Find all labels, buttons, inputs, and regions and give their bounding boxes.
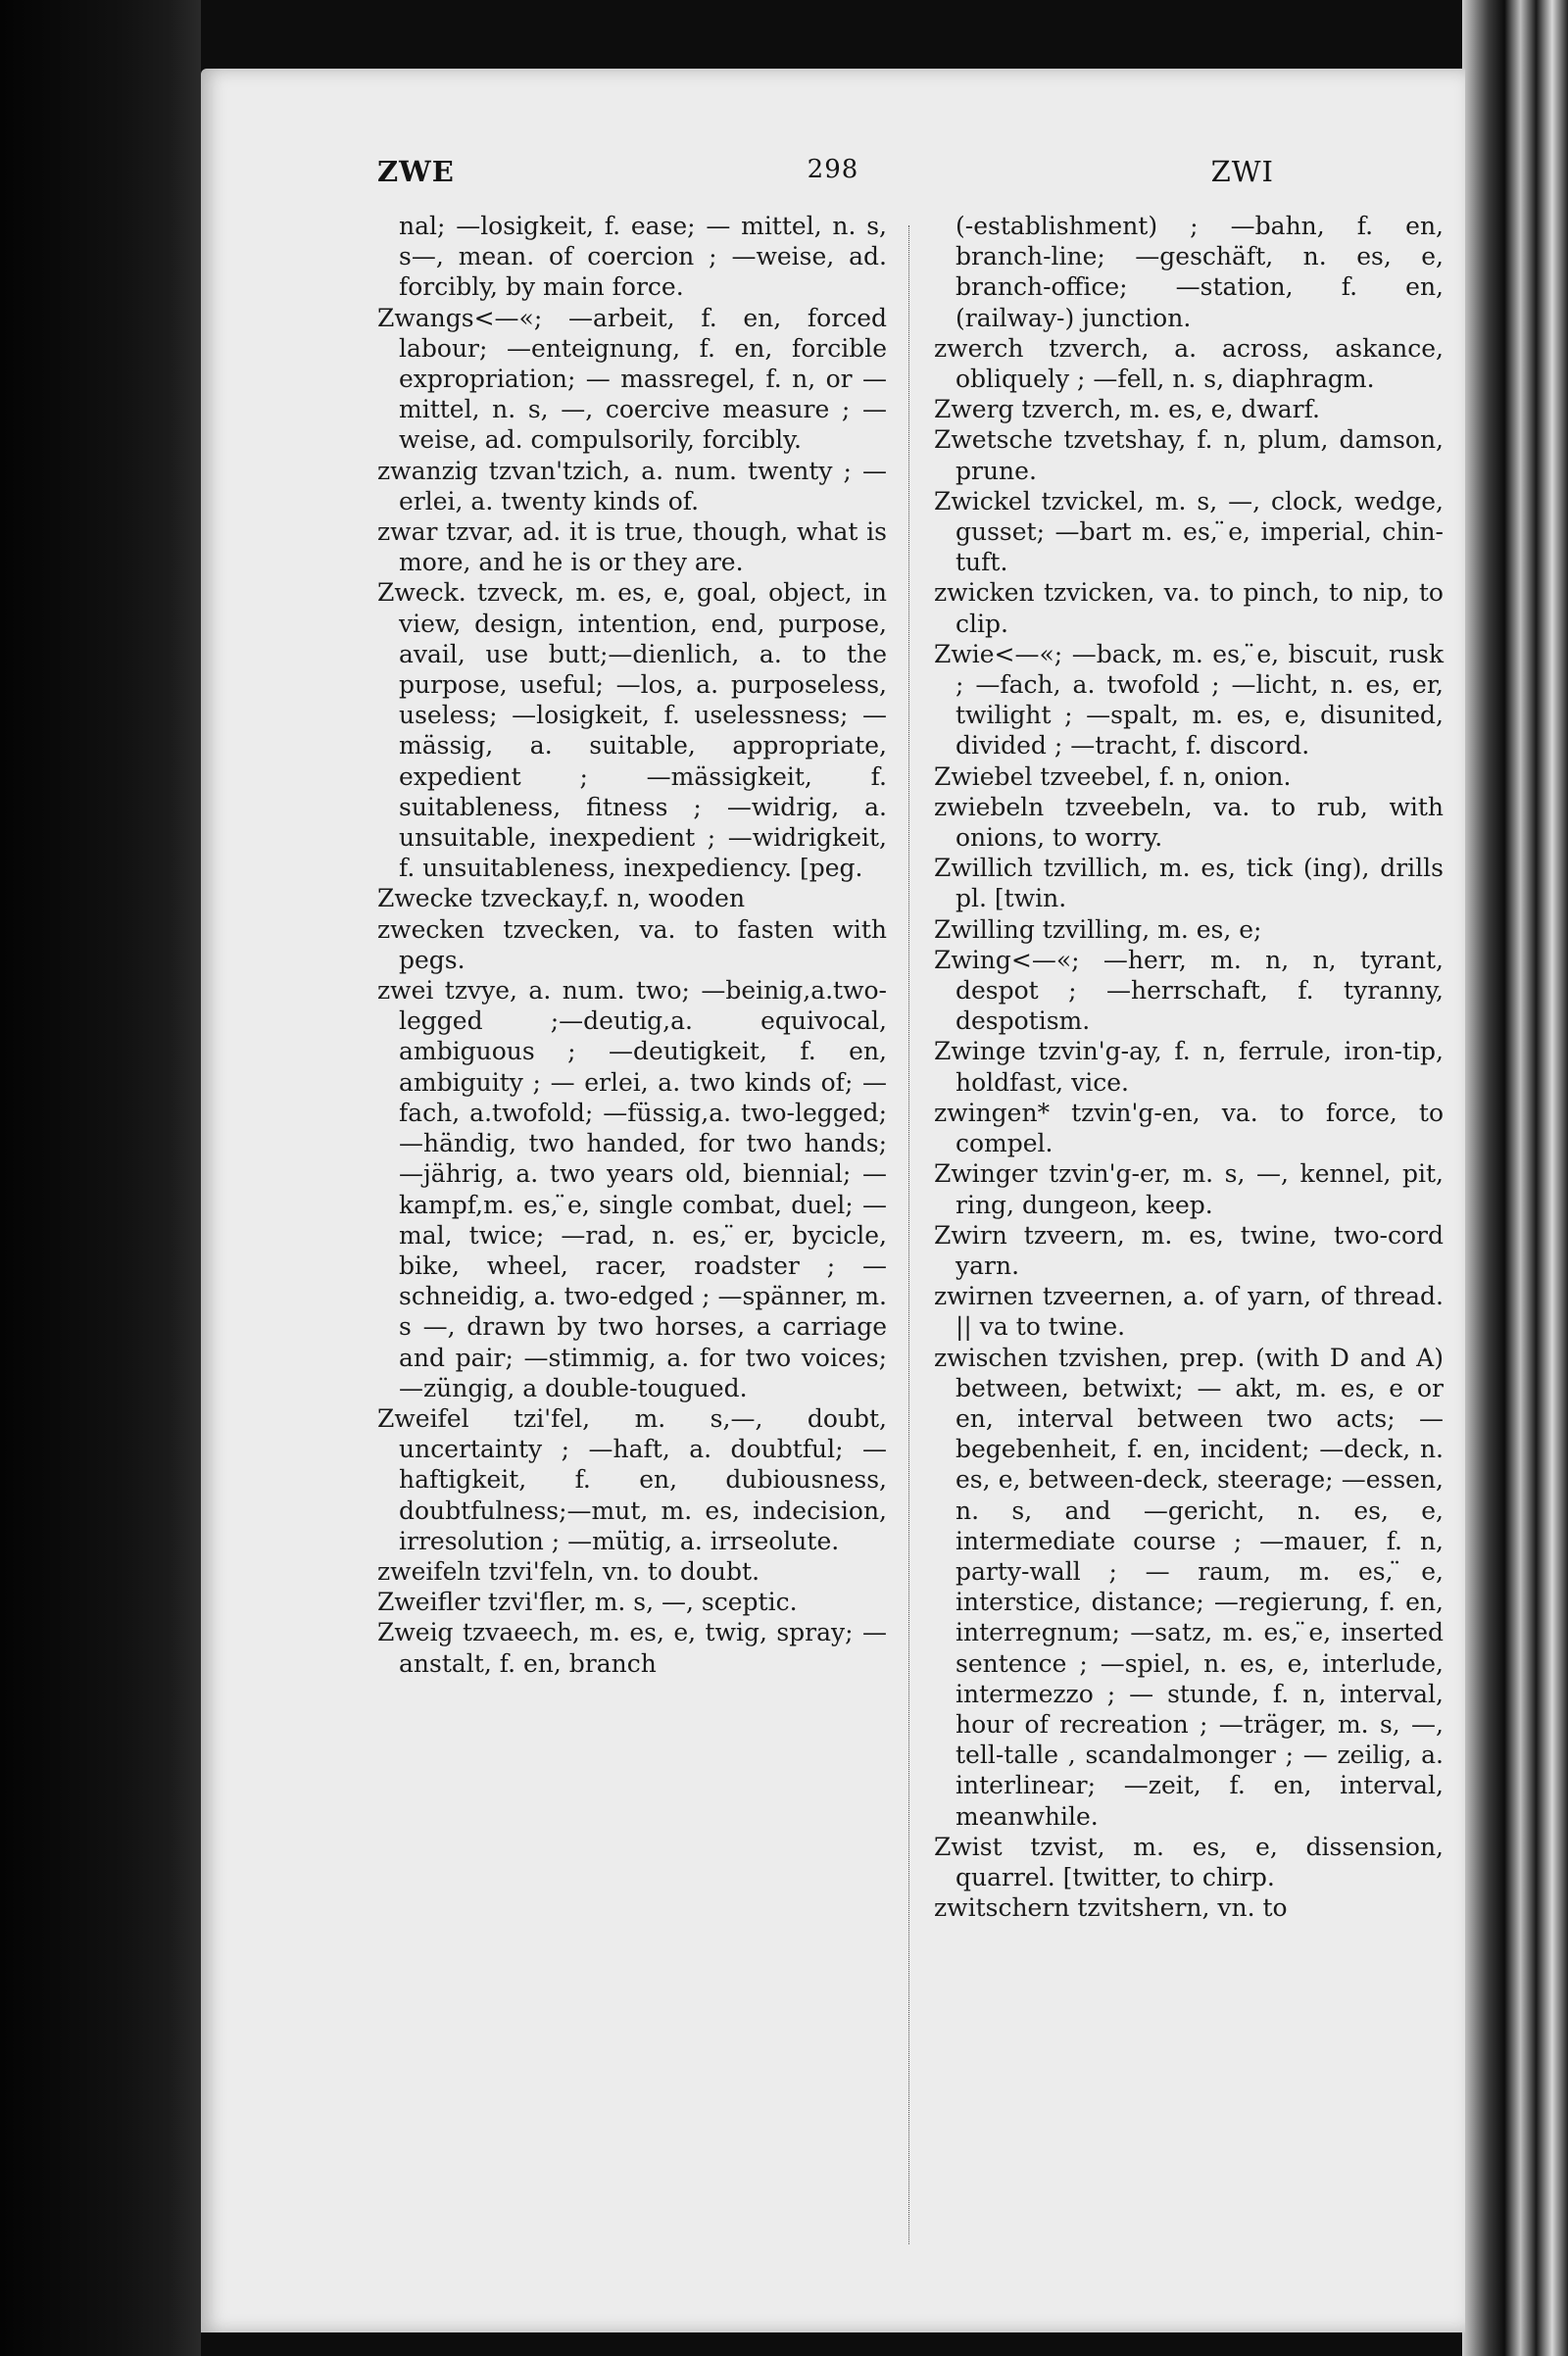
dictionary-entry: zwirnen tzveernen, a. of yarn, of thread. || va to twine.	[934, 1282, 1444, 1342]
dictionary-entry: Zweifler tzvi'fler, m. s, —, sceptic.	[377, 1588, 798, 1617]
dictionary-entry: Zwickel tzvickel, m. s, —, clock, wedge, gusset; —bart m. es, ̈e, imperial, chin-tuft.	[934, 486, 1444, 577]
dictionary-entry: zwecken tzvecken, va. to fasten with pegs.	[377, 914, 887, 974]
dictionary-entry: Zwerg tzverch, m. es, e, dwarf.	[934, 395, 1320, 424]
dictionary-entry: zweifeln tzvi'feln, vn. to doubt.	[377, 1556, 760, 1586]
right-column	[934, 211, 1444, 1923]
dictionary-entry: Zwinge tzvin'g-ay, f. n, ferrule, iron-tip, holdfast, vice.	[934, 1037, 1444, 1097]
dictionary-entry: Zwist tzvist, m. es, e, dissension, quarrel. [twitter, to chirp.	[934, 1832, 1444, 1891]
dictionary-entry: Zwirn tzveern, m. es, twine, two-cord yarn.	[934, 1220, 1444, 1280]
left-column	[377, 211, 887, 1679]
dictionary-page	[201, 69, 1465, 2332]
dictionary-entry: Zwillich tzvillich, m. es, tick (ing), drills pl. [twin.	[934, 854, 1444, 913]
dictionary-entry: Zwetsche tzvetshay, f. n, plum, damson, prune.	[934, 425, 1444, 485]
dictionary-entry: Zwilling tzvilling, m. es, e;	[934, 914, 1262, 944]
scan-border-right	[1462, 0, 1568, 2356]
dictionary-entry: (-establishment) ; —bahn, f. en, branch-line; —geschäft, n. es, e, branch-office; —station, f. en, (railway-) junction.	[956, 212, 1444, 332]
scan-border-left	[0, 0, 201, 2356]
dictionary-entry: Zwecke tzveckay,f. n, wooden	[377, 884, 746, 913]
dictionary-entry: Zwinger tzvin'g-er, m. s, —, kennel, pit, ring, dungeon, keep.	[934, 1159, 1444, 1219]
dictionary-entry: nal; —losigkeit, f. ease; — mittel, n. s, s—, mean. of coercion ; —weise, ad. forcibly, by main force.	[399, 212, 887, 302]
dictionary-entry: zwiebeln tzveebeln, va. to rub, with onions, to worry.	[934, 792, 1444, 853]
dictionary-entry: zwitschern tzvitshern, vn. to	[934, 1893, 1288, 1923]
header-right-guideword: ZWI	[1210, 155, 1274, 188]
dictionary-entry: zwischen tzvishen, prep. (with D and A) between, betwixt; — akt, m. es, e or en, interval between two acts; —begebenheit, f. en, incident; —deck, n. es, e, between-deck, steerage; —essen, n. s, and —gericht, n. es, e, intermediate course ; —mauer, f. n, party-wall ; — raum, m. es, ̈e, interstice, distance; —regierung, f. en, interregnum; —satz, m. es, ̈e, inserted sentence ; —spiel, n. es, e, interlude, intermezzo ; — stunde, f. n, interval, hour of recreation ; —träger, m. s, —, tell-talle , scandalmonger ; — zeilig, a. interlinear; —zeit, f. en, interval, meanwhile.	[934, 1343, 1444, 1831]
dictionary-entry: zwerch tzverch, a. across, askance, obliquely ; —fell, n. s, diaphragm.	[934, 333, 1444, 394]
dictionary-entry: Zweifel tzi'fel, m. s,—, doubt, uncertainty ; —haft, a. doubtful; —haftigkeit, f. en, dubiousness, doubtfulness;—mut, m. es, indecision, irresolution ; —mütig, a. irrseolute.	[377, 1403, 887, 1555]
dictionary-entry: zwicken tzvicken, va. to pinch, to nip, to clip.	[934, 578, 1444, 638]
dictionary-entry: Zweig tzvaeech, m. es, e, twig, spray; —anstalt, f. en, branch	[377, 1618, 887, 1678]
dictionary-entry: zwanzig tzvan'tzich, a. num. twenty ; —erlei, a. twenty kinds of.	[377, 456, 887, 515]
dictionary-entry: Zwiebel tzveebel, f. n, onion.	[934, 761, 1292, 791]
page-header	[201, 155, 1465, 204]
dictionary-entry: zwei tzvye, a. num. two; —beinig,a.two-legged ;—deutig,a. equivocal, ambiguous ; —deutigkeit, f. en, ambiguity ; — erlei, a. two kinds of; —fach, a.twofold; —füssig,a. two-legged;—händig, two handed, for two hands; —jährig, a. two years old, biennial; —kampf,m. es, ̈e, single combat, duel; — mal, twice; —rad, n. es, ̈er, bycicle, bike, wheel, racer, roadster ; —schneidig, a. two-edged ; —spänner, m. s —, drawn by two horses, a carriage and pair; —stimmig, a. for two voices;—züngig, a double-tougued.	[377, 976, 887, 1402]
dictionary-entry: Zweck. tzveck, m. es, e, goal, object, in view, design, intention, end, purpose, avail, use butt;—dienlich, a. to the purpose, useful; —los, a. purposeless, useless; —losigkeit, f. uselessness; —mässig, a. suitable, appropriate, expedient ; —mässigkeit, f. suitableness, fitness ; —widrig, a. unsuitable, inexpedient ; —widrigkeit, f. unsuitableness, inexpediency. [peg.	[377, 578, 887, 883]
dictionary-entry: Zwing<—«; —herr, m. n, n, tyrant, despot ; —herrschaft, f. tyranny, despotism.	[934, 945, 1444, 1036]
dictionary-entry: Zwangs<—«; —arbeit, f. en, forced labour; —enteignung, f. en, forcible expropriation; — massregel, f. n, or —mittel, n. s, —, coercive measure ; — weise, ad. compulsorily, forcibly.	[377, 303, 887, 455]
dictionary-entry: zwingen* tzvin'g-en, va. to force, to compel.	[934, 1098, 1444, 1158]
dictionary-entry: zwar tzvar, ad. it is true, though, what is more, and he is or they are.	[377, 517, 887, 577]
header-left-guideword: ZWE	[377, 155, 455, 188]
dictionary-entry: Zwie<—«; —back, m. es, ̈e, biscuit, rusk ; —fach, a. twofold ; —licht, n. es, er, twilight ; —spalt, m. es, e, disunited, divided ; —tracht, f. discord.	[934, 639, 1444, 761]
column-divider	[908, 225, 909, 2244]
page-number: 298	[807, 155, 859, 184]
